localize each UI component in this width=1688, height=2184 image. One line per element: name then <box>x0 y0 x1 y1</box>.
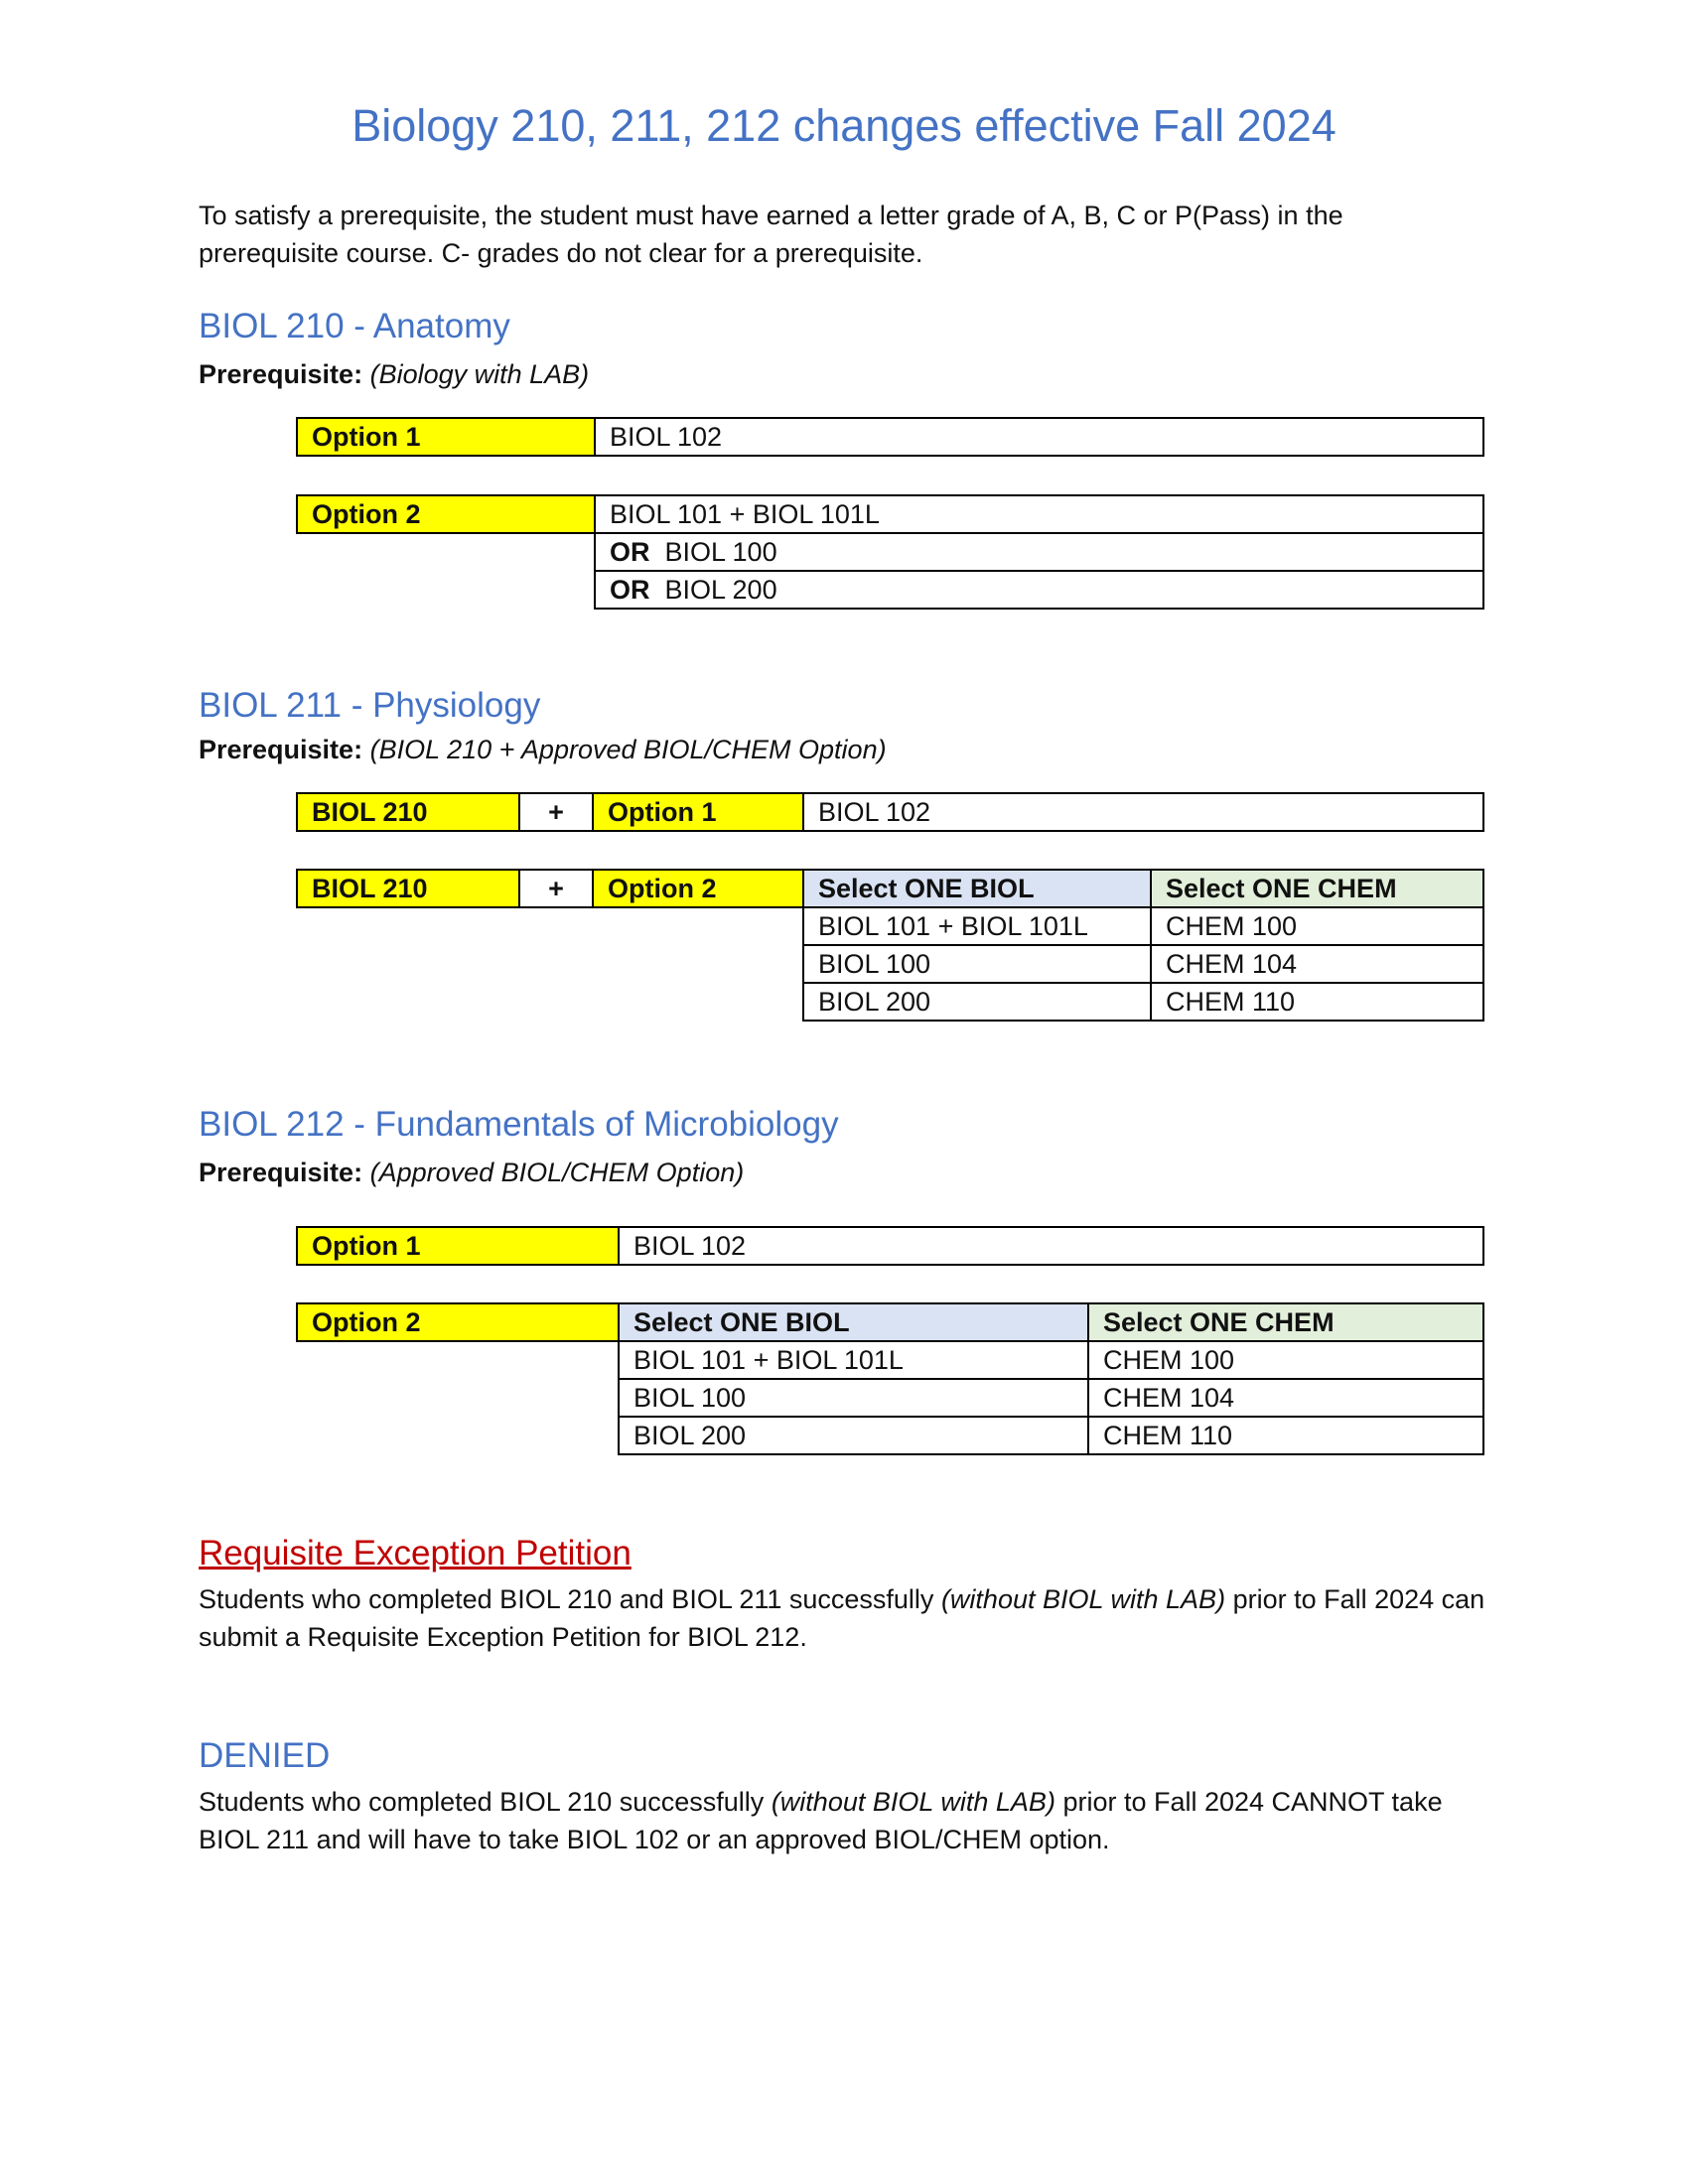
biol210-option1-label: Option 1 <box>296 417 596 457</box>
biol212-heading: BIOL 212 - Fundamentals of Microbiology <box>199 1105 839 1144</box>
biol212-chem-cell: CHEM 100 <box>1087 1340 1484 1380</box>
biol210-option2-label: Option 2 <box>296 494 596 534</box>
prereq-text: (Approved BIOL/CHEM Option) <box>369 1158 745 1187</box>
petition-text: prior to Fall 2024 can submit a Requisite Exception Petition for BIOL 212. <box>199 1584 1485 1652</box>
or-label: OR <box>610 575 650 605</box>
biol212-chem-cell: CHEM 110 <box>1087 1416 1484 1455</box>
biol212-option1-label: Option 1 <box>296 1226 620 1266</box>
prereq-text: (Biology with LAB) <box>369 359 590 389</box>
biol212-option2-label: Option 2 <box>296 1302 620 1342</box>
plus-sign: + <box>518 869 594 908</box>
denied-paragraph <box>199 1783 1489 1858</box>
biol212-biol-cell: BIOL 100 <box>618 1378 1089 1418</box>
or-label: OR <box>610 537 650 567</box>
biol210-option2-row <box>594 532 1484 572</box>
course: BIOL 200 <box>664 575 777 605</box>
biol211-biol-cell: BIOL 200 <box>802 982 1152 1022</box>
biol210-option1-value: BIOL 102 <box>594 417 1484 457</box>
biol210-prereq <box>199 357 589 391</box>
prereq-label: Prerequisite: <box>199 1158 363 1187</box>
biol212-biol-cell: BIOL 200 <box>618 1416 1089 1455</box>
biol211-biol-cell: BIOL 101 + BIOL 101L <box>802 906 1152 946</box>
biol211-chem-cell: CHEM 100 <box>1150 906 1484 946</box>
denied-text: prior to Fall 2024 CANNOT take BIOL 211 and will have to take BIOL 102 or an approved BIOL/CHEM option. <box>199 1787 1443 1854</box>
petition-text: Students who completed BIOL 210 and BIOL 211 successfully <box>199 1584 941 1614</box>
biol211-chem-cell: CHEM 110 <box>1150 982 1484 1022</box>
denied-heading: DENIED <box>199 1736 331 1775</box>
prereq-label: Prerequisite: <box>199 359 363 389</box>
denied-italic: (without BIOL with LAB) <box>771 1787 1055 1817</box>
biol211-option2-label: Option 2 <box>592 869 804 908</box>
biol212-prereq <box>199 1156 744 1189</box>
biol211-chem-cell: CHEM 104 <box>1150 944 1484 984</box>
biol211-course-label: BIOL 210 <box>296 792 520 832</box>
biol211-course-label: BIOL 210 <box>296 869 520 908</box>
biol211-prereq <box>199 733 887 766</box>
prereq-label: Prerequisite: <box>199 735 363 764</box>
petition-heading: Requisite Exception Petition <box>199 1534 632 1572</box>
petition-italic: (without BIOL with LAB) <box>940 1584 1226 1614</box>
biol211-option1-value: BIOL 102 <box>802 792 1484 832</box>
biol212-biol-header: Select ONE BIOL <box>618 1302 1089 1342</box>
course: BIOL 101 + BIOL 101L <box>610 499 880 529</box>
biol212-chem-cell: CHEM 104 <box>1087 1378 1484 1418</box>
intro-paragraph: To satisfy a prerequisite, the student must have earned a letter grade of A, B, C or P(Pass) in the prerequisite course. C- grades do not clear for a prerequisite. <box>199 201 1343 268</box>
biol210-heading: BIOL 210 - Anatomy <box>199 307 510 345</box>
denied-text: Students who completed BIOL 210 successfully <box>199 1787 772 1817</box>
biol212-biol-cell: BIOL 101 + BIOL 101L <box>618 1340 1089 1380</box>
biol211-chem-header: Select ONE CHEM <box>1150 869 1484 908</box>
biol211-biol-header: Select ONE BIOL <box>802 869 1152 908</box>
page-title: Biology 210, 211, 212 changes effective Fall 2024 <box>352 100 1336 151</box>
course: BIOL 100 <box>664 537 777 567</box>
biol212-option1-value: BIOL 102 <box>618 1226 1484 1266</box>
prereq-text: (BIOL 210 + Approved BIOL/CHEM Option) <box>369 735 887 764</box>
biol211-heading: BIOL 211 - Physiology <box>199 686 541 725</box>
biol211-biol-cell: BIOL 100 <box>802 944 1152 984</box>
biol211-option1-label: Option 1 <box>592 792 804 832</box>
petition-paragraph <box>199 1580 1489 1656</box>
biol212-chem-header: Select ONE CHEM <box>1087 1302 1484 1342</box>
biol210-option2-row <box>594 494 1484 534</box>
biol210-option2-row <box>594 570 1484 610</box>
plus-sign: + <box>518 792 594 832</box>
